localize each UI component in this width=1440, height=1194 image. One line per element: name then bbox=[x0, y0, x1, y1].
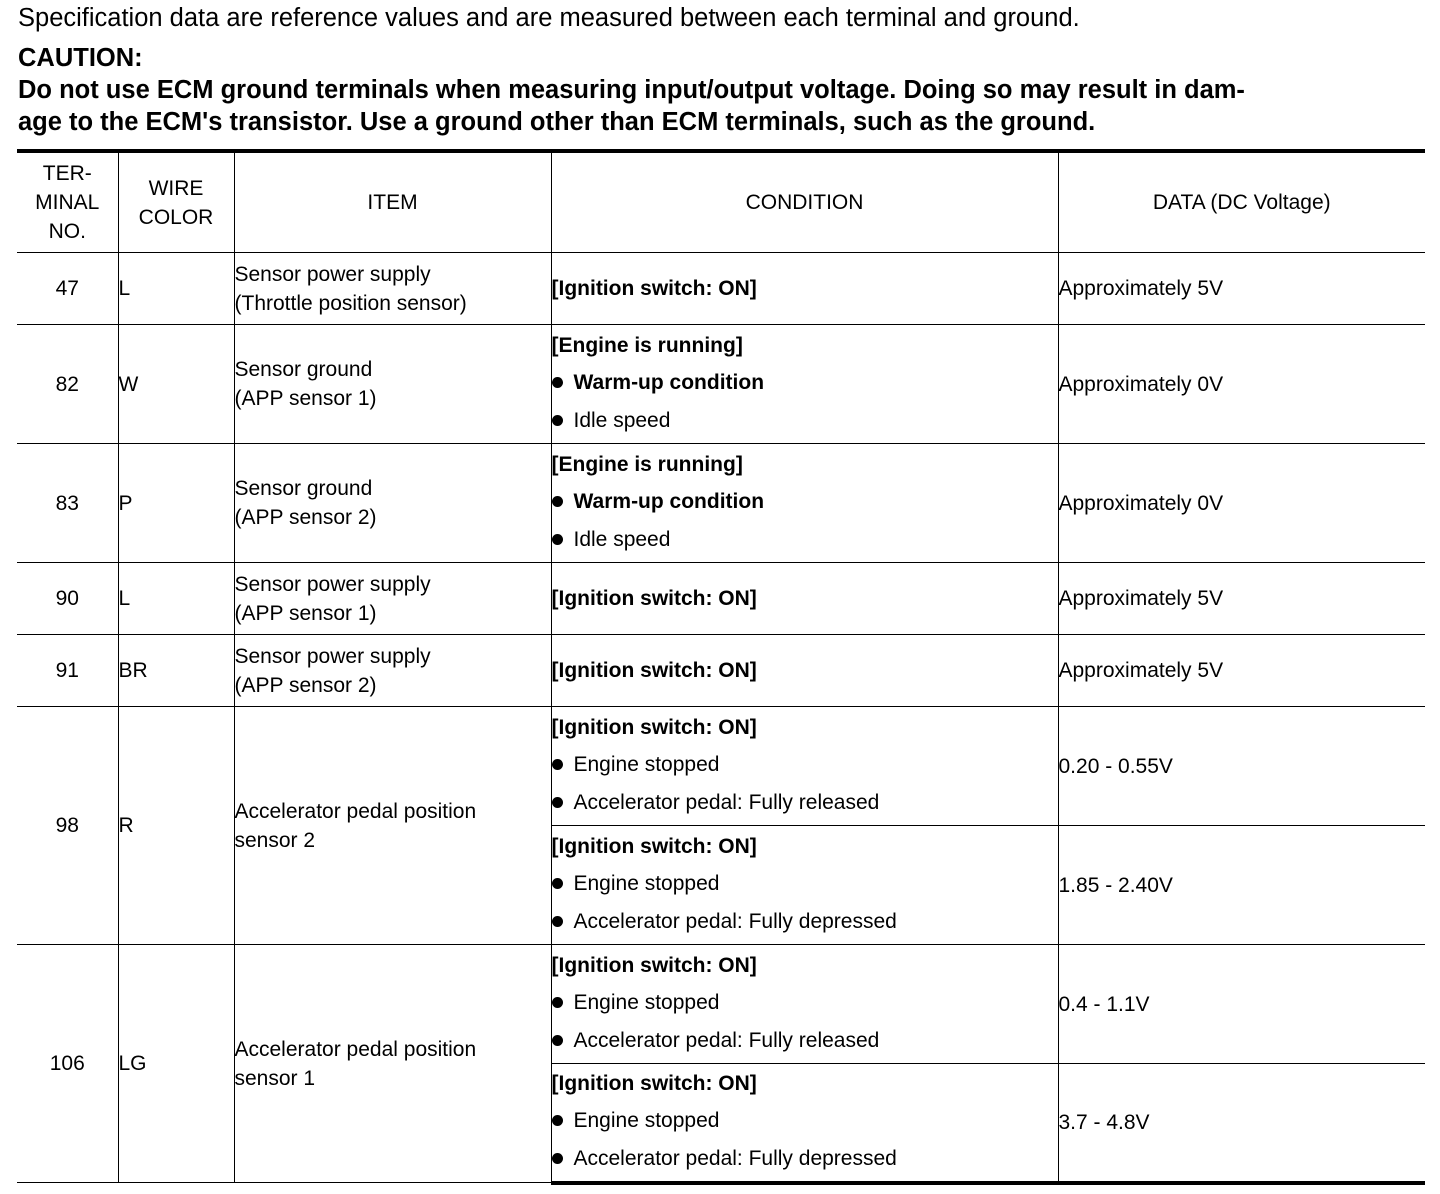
bullet-icon bbox=[552, 415, 563, 426]
header-terminal-line: TER- bbox=[42, 162, 92, 185]
terminal-number: 106 bbox=[17, 945, 118, 1183]
item-line: Sensor ground bbox=[234, 477, 373, 500]
header-terminal-line: MINAL bbox=[35, 191, 100, 214]
header-row bbox=[17, 151, 1425, 253]
item-line: Sensor power supply bbox=[234, 262, 431, 286]
header-terminal bbox=[17, 151, 118, 253]
spec-table bbox=[17, 149, 1425, 1185]
bullet-text: Warm-up condition bbox=[573, 371, 765, 394]
wire-color: L bbox=[118, 253, 234, 325]
condition-bullet bbox=[552, 784, 1058, 822]
table-row bbox=[17, 563, 1425, 635]
condition-header: [Ignition switch: ON] bbox=[551, 276, 757, 300]
data-value: 0.4 - 1.1V bbox=[1058, 945, 1425, 1064]
condition-bullet bbox=[552, 402, 1058, 440]
terminal-number: 90 bbox=[17, 563, 118, 635]
data-value: 1.85 - 2.40V bbox=[1058, 826, 1425, 945]
item-line: sensor 1 bbox=[234, 1066, 316, 1090]
condition-cell bbox=[551, 325, 1058, 444]
bullet-icon bbox=[552, 797, 563, 808]
bullet-icon bbox=[552, 1115, 563, 1126]
caution-body bbox=[18, 74, 1438, 138]
bullet-icon bbox=[552, 377, 563, 388]
item-description bbox=[234, 945, 551, 1183]
wire-color: BR bbox=[118, 635, 234, 707]
caution-line: age to the ECM's transistor. Use a ground other than ECM terminals, such as the ground. bbox=[18, 108, 1096, 136]
item-description bbox=[234, 325, 551, 444]
bullet-text: Engine stopped bbox=[573, 872, 720, 895]
condition-cell bbox=[551, 444, 1058, 563]
condition-cell bbox=[551, 826, 1058, 945]
condition-cell bbox=[551, 563, 1058, 635]
condition-cell bbox=[551, 635, 1058, 707]
bullet-icon bbox=[552, 1153, 563, 1164]
condition-bullet bbox=[552, 746, 1058, 784]
header-wire-color bbox=[118, 151, 234, 253]
condition-bullet bbox=[552, 1022, 1058, 1060]
item-description bbox=[234, 707, 551, 945]
bullet-text: Warm-up condition bbox=[573, 490, 765, 513]
header-wire-line: WIRE bbox=[148, 176, 204, 200]
data-value: Approximately 5V bbox=[1058, 253, 1425, 325]
bullet-text: Idle speed bbox=[573, 528, 671, 551]
header-condition: CONDITION bbox=[551, 151, 1058, 253]
bullet-text: Accelerator pedal: Fully released bbox=[573, 791, 880, 814]
header-terminal-line: NO. bbox=[48, 220, 86, 243]
condition-header: [Ignition switch: ON] bbox=[551, 954, 757, 977]
terminal-number: 47 bbox=[17, 253, 118, 325]
wire-color: LG bbox=[118, 945, 234, 1183]
condition-cell bbox=[551, 1064, 1058, 1183]
header-wire-line: COLOR bbox=[138, 205, 214, 229]
data-value: 3.7 - 4.8V bbox=[1058, 1064, 1425, 1183]
item-line: (APP sensor 2) bbox=[234, 506, 377, 529]
table-row bbox=[17, 635, 1425, 707]
bullet-text: Engine stopped bbox=[573, 753, 720, 776]
condition-bullet bbox=[552, 483, 1058, 521]
item-description bbox=[234, 635, 551, 707]
condition-bullet bbox=[552, 521, 1058, 559]
bullet-text: Engine stopped bbox=[573, 1109, 720, 1133]
condition-bullet bbox=[552, 364, 1058, 402]
intro-text: Specification data are reference values and are measured between each terminal and ground. bbox=[18, 4, 1080, 32]
header-item: ITEM bbox=[234, 151, 551, 253]
table-row bbox=[17, 253, 1425, 325]
item-line: Accelerator pedal position bbox=[234, 799, 477, 823]
bullet-icon bbox=[552, 878, 563, 889]
wire-color: R bbox=[118, 707, 234, 945]
condition-cell bbox=[551, 945, 1058, 1064]
table-row bbox=[17, 707, 1425, 826]
condition-header: [Engine is running] bbox=[551, 453, 743, 476]
bullet-icon bbox=[552, 916, 563, 927]
table-row bbox=[17, 945, 1425, 1064]
terminal-number: 83 bbox=[17, 444, 118, 563]
item-description bbox=[234, 444, 551, 563]
condition-bullet bbox=[552, 984, 1058, 1022]
item-line: Sensor power supply bbox=[234, 572, 431, 596]
condition-header: [Ignition switch: ON] bbox=[551, 835, 757, 858]
bullet-icon bbox=[552, 1035, 563, 1046]
terminal-number: 91 bbox=[17, 635, 118, 707]
item-line: (Throttle position sensor) bbox=[234, 291, 467, 315]
bullet-text: Accelerator pedal: Fully depressed bbox=[573, 1147, 897, 1171]
caution-heading: CAUTION: bbox=[18, 44, 143, 72]
condition-header: [Ignition switch: ON] bbox=[551, 658, 757, 682]
bullet-text: Accelerator pedal: Fully released bbox=[573, 1029, 880, 1052]
bullet-text: Idle speed bbox=[573, 409, 671, 432]
header-data: DATA (DC Voltage) bbox=[1058, 151, 1425, 253]
condition-bullet bbox=[552, 865, 1058, 903]
caution-line: Do not use ECM ground terminals when measuring input/output voltage. Doing so may result in dam- bbox=[18, 76, 1245, 104]
item-description bbox=[234, 253, 551, 325]
wire-color: L bbox=[118, 563, 234, 635]
item-line: Accelerator pedal position bbox=[234, 1037, 477, 1061]
data-value: 0.20 - 0.55V bbox=[1058, 707, 1425, 826]
condition-header: [Ignition switch: ON] bbox=[551, 716, 757, 739]
data-value: Approximately 0V bbox=[1058, 444, 1425, 563]
bullet-text: Engine stopped bbox=[573, 991, 720, 1014]
condition-bullet bbox=[552, 903, 1058, 941]
item-line: sensor 2 bbox=[234, 828, 316, 852]
terminal-number: 98 bbox=[17, 707, 118, 945]
item-line: (APP sensor 1) bbox=[234, 601, 377, 625]
bullet-text: Accelerator pedal: Fully depressed bbox=[573, 910, 897, 933]
item-line: Sensor ground bbox=[234, 358, 373, 381]
table-row bbox=[17, 325, 1425, 444]
bullet-icon bbox=[552, 534, 563, 545]
item-line: (APP sensor 2) bbox=[234, 673, 377, 697]
condition-bullet bbox=[552, 1140, 1058, 1178]
terminal-number: 82 bbox=[17, 325, 118, 444]
table-row bbox=[17, 444, 1425, 563]
data-value: Approximately 0V bbox=[1058, 325, 1425, 444]
wire-color: W bbox=[118, 325, 234, 444]
bullet-icon bbox=[552, 759, 563, 770]
condition-header: [Ignition switch: ON] bbox=[551, 586, 757, 610]
data-value: Approximately 5V bbox=[1058, 635, 1425, 707]
item-description bbox=[234, 563, 551, 635]
item-line: (APP sensor 1) bbox=[234, 387, 377, 410]
wire-color: P bbox=[118, 444, 234, 563]
data-value: Approximately 5V bbox=[1058, 563, 1425, 635]
condition-bullet bbox=[552, 1102, 1058, 1140]
bullet-icon bbox=[552, 496, 563, 507]
bullet-icon bbox=[552, 997, 563, 1008]
condition-cell bbox=[551, 707, 1058, 826]
condition-header: [Engine is running] bbox=[551, 334, 743, 357]
condition-header: [Ignition switch: ON] bbox=[551, 1072, 757, 1096]
item-line: Sensor power supply bbox=[234, 644, 431, 668]
condition-cell bbox=[551, 253, 1058, 325]
